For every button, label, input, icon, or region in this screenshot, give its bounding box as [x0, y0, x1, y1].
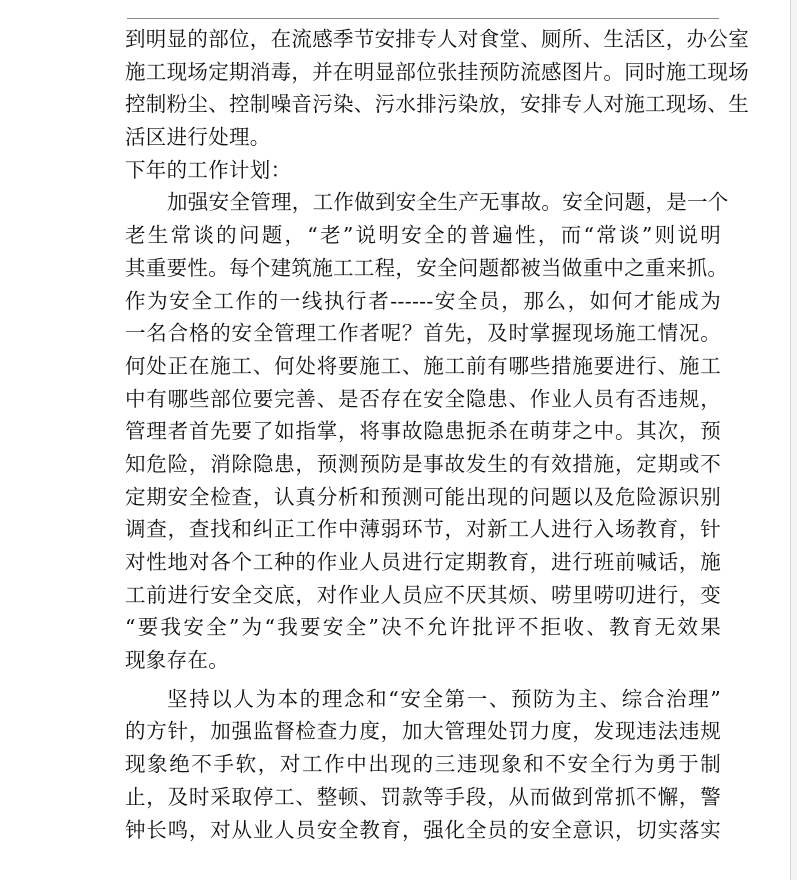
paragraph-2-line: 现象存在。 [125, 648, 229, 673]
paragraph-3-line: 止，及时采取停工、整顿、罚款等手段，从而做到常抓不懈，警 [125, 784, 721, 809]
paragraph-2-line: 何处正在施工、何处将要施工、施工前有哪些措施要进行、施工 [125, 353, 721, 378]
paragraph-1-line: 施工现场定期消毒，并在明显部位张挂预防流感图片。同时施工现场 [125, 59, 749, 84]
paragraph-3-line: 现象绝不手软，对工作中出现的三违现象和不安全行为勇于制 [125, 752, 721, 777]
paragraph-2-line: “要我安全”为“我要安全”决不允许批评不拒收、教育无效果 [125, 615, 721, 640]
paragraph-3-line: 钟长鸣，对从业人员安全教育，强化全员的安全意识，切实落实 [125, 817, 721, 842]
paragraph-3-line: 坚持以人为本的理念和“安全第一、预防为主、综合治理” [167, 686, 721, 711]
paragraph-2-line: 定期安全检查，认真分析和预测可能出现的问题以及危险源识别 [125, 484, 721, 509]
paragraph-2-line: 中有哪些部位要完善、是否存在安全隐患、作业人员有否违规， [125, 386, 721, 411]
paragraph-1-line: 到明显的部位，在流感季节安排专人对食堂、厕所、生活区，办公室 [125, 27, 749, 51]
paragraph-2-line: 加强安全管理，工作做到安全生产无事故。安全问题，是一个 [167, 190, 729, 215]
section-heading: 下年的工作计划： [125, 157, 292, 182]
document-body [125, 23, 749, 846]
paragraph-2-line: 管理者首先要了如指掌，将事故隐患扼杀在萌芽之中。其次，预 [125, 419, 721, 444]
window-right-edge [790, 0, 797, 880]
paragraph-1-line: 活区进行处理。 [125, 125, 271, 150]
paragraph-1-line: 控制粉尘、控制噪音污染、污水排污染放，安排专人对施工现场、生 [125, 92, 749, 117]
header-rule [127, 18, 719, 19]
paragraph-2-line: 作为安全工作的一线执行者------安全员，那么，如何才能成为 [125, 288, 721, 313]
paragraph-3-line: 的方针，加强监督检查力度，加大管理处罚力度，发现违法违规 [125, 719, 721, 744]
paragraph-2-line: 其重要性。每个建筑施工工程，安全问题都被当做重中之重来抓。 [125, 255, 729, 280]
paragraph-2-line: 知危险，消除隐患，预测预防是事故发生的有效措施，定期或不 [125, 451, 721, 476]
paragraph-2-line: 对性地对各个工种的作业人员进行定期教育，进行班前喊话，施 [125, 550, 721, 574]
paragraph-2-line: 调查，查找和纠正工作中薄弱环节，对新工人进行入场教育，针 [125, 517, 721, 542]
paragraph-2-line: 工前进行安全交底，对作业人员应不厌其烦、唠里唠叨进行，变 [125, 582, 721, 607]
paragraph-2-line: 老生常谈的问题，“老”说明安全的普遍性，而“常谈”则说明 [125, 223, 721, 248]
paragraph-2-line: 一名合格的安全管理工作者呢？首先，及时掌握现场施工情况。 [125, 321, 721, 346]
